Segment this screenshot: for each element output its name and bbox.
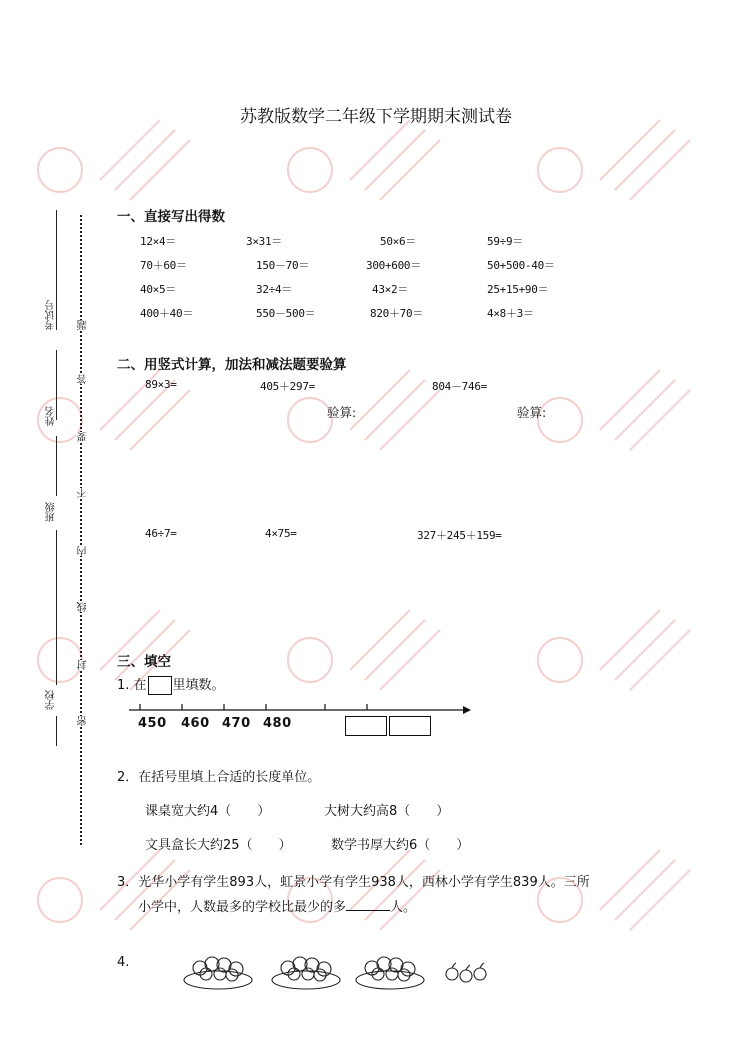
question-3-line1: 3．光华小学有学生893人，虹景小学有学生938人，西林小学有学生839人。三所 — [117, 875, 590, 890]
q2-item: 大树大约高8（ ） — [324, 804, 450, 819]
arith-item: 400＋40＝ — [140, 307, 194, 320]
watermark-logo-icon — [288, 638, 332, 682]
page-title: 苏教版数学二年级下学期期末测试卷 — [240, 107, 512, 127]
label-exam-number: 考试号 — [46, 300, 57, 330]
label-class: 班级 — [46, 502, 57, 522]
watermark-stroke — [350, 610, 440, 690]
watermark-stroke — [100, 850, 190, 930]
q3-suffix: 人。 — [390, 900, 417, 915]
arith-item: 550－500＝ — [256, 307, 316, 320]
seal-char: 答 — [78, 374, 89, 384]
arith-item: 50×6＝ — [380, 235, 416, 248]
section-heading: 二、用竖式计算，加法和减法题要验算 — [117, 357, 347, 373]
watermark-logo-icon — [538, 638, 582, 682]
check-label: 验算: — [517, 405, 547, 420]
q1-prefix: 1. 在 — [117, 678, 147, 693]
answer-box[interactable] — [389, 716, 431, 736]
arith-item: 25+15+90＝ — [487, 283, 549, 296]
question-2: 2．在括号里填上合适的长度单位。 — [117, 770, 321, 785]
watermark-logo-icon — [538, 148, 582, 192]
seal-dotted-line — [80, 215, 82, 845]
answer-box[interactable] — [345, 716, 387, 736]
seal-char: 密 — [78, 716, 89, 726]
watermark-stroke — [600, 850, 690, 930]
vertical-calc-item: 46÷7= — [145, 527, 177, 540]
watermark-stroke — [100, 120, 190, 200]
arith-item: 59÷9＝ — [487, 235, 523, 248]
arith-item: 4×8＋3＝ — [487, 307, 534, 320]
question-1 — [117, 674, 225, 695]
section-heading: 三、填空 — [117, 654, 171, 670]
vertical-calc-item: 4×75= — [265, 527, 297, 540]
loose-apples-icon — [446, 963, 486, 982]
watermark-logo-icon — [38, 148, 82, 192]
answer-box-inline — [148, 676, 172, 695]
watermark-logo-icon — [38, 878, 82, 922]
seal-char: 不 — [78, 488, 89, 498]
arith-item: 12×4＝ — [140, 235, 176, 248]
number-line-label: 470 — [222, 716, 251, 731]
label-school: 学校 — [46, 690, 57, 710]
watermark-stroke — [350, 850, 440, 930]
q3-prefix: 小学中，人数最多的学校比最少的多 — [138, 900, 347, 915]
binding-line — [56, 436, 57, 496]
arith-item: 150－70＝ — [256, 259, 310, 272]
vertical-calc-item: 89×3= — [145, 378, 177, 391]
number-line-label: 460 — [181, 716, 210, 731]
check-label: 验算: — [327, 405, 357, 420]
q2-item: 课桌宽大约4（ ） — [145, 804, 271, 819]
binding-line — [56, 530, 57, 685]
q1-suffix: 里填数。 — [172, 678, 225, 693]
watermark-stroke — [350, 120, 440, 200]
plate-of-apples-icon — [184, 957, 252, 989]
seal-char: 内 — [78, 546, 89, 556]
arith-item: 50+500-40＝ — [487, 259, 555, 272]
binding-line — [56, 716, 57, 746]
label-name: 姓名 — [46, 406, 57, 426]
question-3-line2 — [138, 896, 416, 915]
q2-item: 文具盒长大约25（ ） — [145, 838, 292, 853]
arith-item: 820＋70＝ — [370, 307, 424, 320]
watermark-logo-icon — [288, 148, 332, 192]
plate-of-apples-icon — [356, 957, 424, 989]
section-heading: 一、直接写出得数 — [117, 209, 225, 225]
watermark-logo-icon — [288, 398, 332, 442]
seal-char: 线 — [78, 602, 89, 612]
question-4: 4. — [117, 955, 130, 970]
answer-blank[interactable] — [346, 898, 390, 911]
plate-of-apples-icon — [272, 957, 340, 989]
vertical-calc-item: 327＋245＋159= — [417, 529, 502, 542]
fruit-plates-illustration — [180, 948, 500, 996]
watermark-stroke — [600, 610, 690, 690]
q2-item: 数学书厚大约6（ ） — [331, 838, 470, 853]
arith-item: 43×2＝ — [372, 283, 408, 296]
seal-char: 封 — [78, 660, 89, 670]
arith-item: 300+600＝ — [366, 259, 421, 272]
watermark-stroke — [600, 120, 690, 200]
arith-item: 40×5＝ — [140, 283, 176, 296]
arith-item: 3×31＝ — [246, 235, 282, 248]
vertical-calc-item: 405＋297= — [260, 380, 315, 393]
number-line-label: 480 — [263, 716, 292, 731]
arith-item: 32÷4＝ — [256, 283, 292, 296]
seal-char: 要 — [78, 432, 89, 442]
arith-item: 70＋60＝ — [140, 259, 187, 272]
number-line-label: 450 — [138, 716, 167, 731]
watermark-stroke — [350, 370, 440, 450]
watermark-stroke — [600, 370, 690, 450]
vertical-calc-item: 804－746= — [432, 380, 487, 393]
seal-char: 题 — [78, 320, 89, 330]
